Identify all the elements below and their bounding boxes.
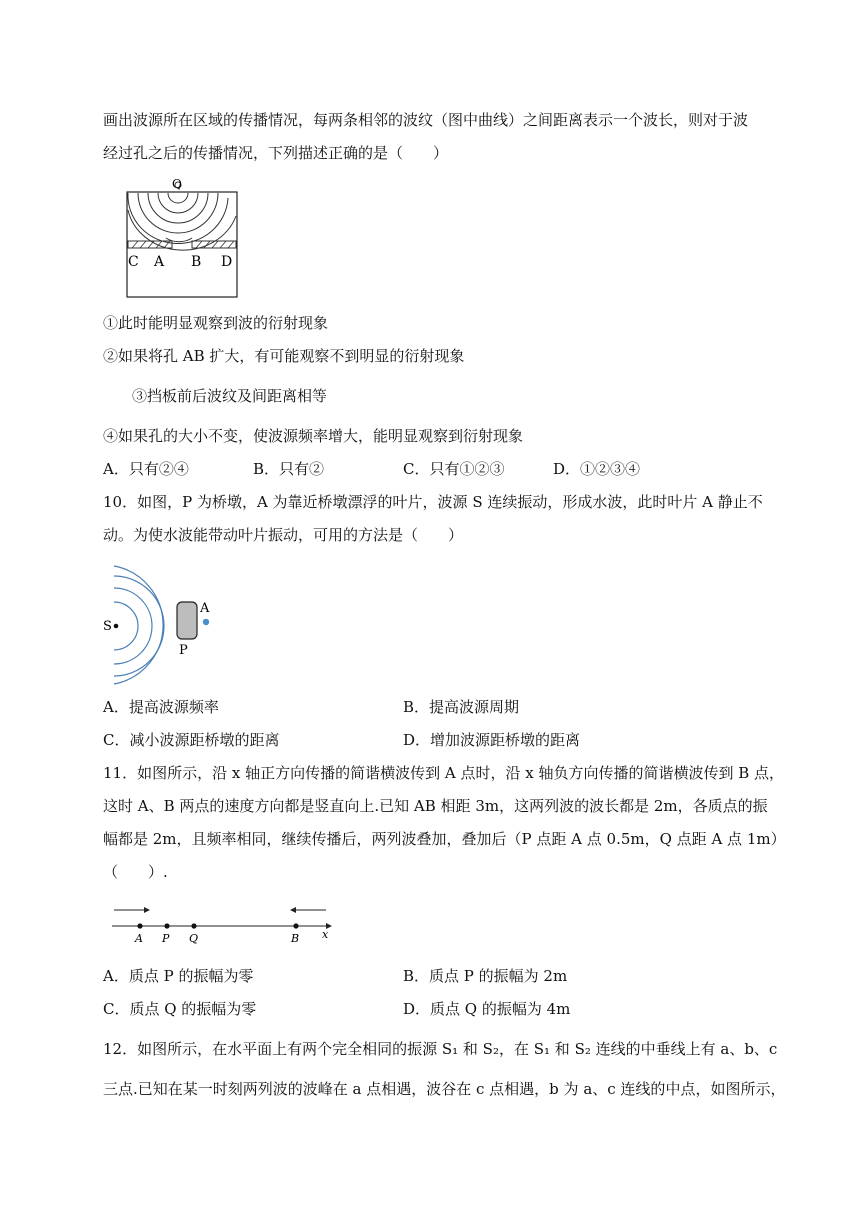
q9-statement-2: ②如果将孔 AB 扩大，有可能观察不到明显的衍射现象 (103, 347, 465, 365)
q10-option-a: A．提高波源频率 (103, 698, 219, 716)
q9-option-d: D．①②③④ (553, 460, 641, 478)
q9-diffraction-figure (126, 176, 238, 300)
q10-text-line1: 10．如图，P 为桥墩，A 为靠近桥墩漂浮的叶片，波源 S 连续振动，形成水波，此时叶片 A 静止不 (103, 493, 763, 511)
q9-text-line2: 经过孔之后的传播情况，下列描述正确的是（ ） (103, 144, 449, 162)
q10-water-wave-figure (100, 564, 220, 684)
q11-label-b: B (291, 932, 300, 945)
q9-statement-1: ①此时能明显观察到波的衍射现象 (103, 314, 329, 332)
q11-option-b: B．质点 P 的振幅为 2m (403, 967, 568, 985)
q10-text-line2: 动。为使水波能带动叶片振动，可用的方法是（ ） (103, 526, 464, 544)
q12-text-line1: 12．如图所示，在水平面上有两个完全相同的振源 S₁ 和 S₂，在 S₁ 和 S₂ 连线的中垂线上有 a、b、c (103, 1040, 778, 1058)
q11-text-line1: 11．如图所示，沿 x 轴正方向传播的简谐横波传到 A 点时，沿 x 轴负方向传播的简谐横波传到 B 点， (103, 764, 785, 782)
q11-text-line2: 这时 A、B 两点的速度方向都是竖直向上.已知 AB 相距 3m，这两列波的波长都是 2m，各质点的振 (103, 797, 768, 815)
q9-label-c: C (128, 254, 139, 270)
q10-label-a: A (200, 601, 210, 616)
q9-option-a: A．只有②④ (103, 460, 189, 478)
q9-statement-4: ④如果孔的大小不变，使波源频率增大，能明显观察到衍射现象 (103, 427, 524, 445)
q11-axis-figure (110, 902, 340, 946)
q10-option-d: D．增加波源距桥墩的距离 (403, 731, 581, 749)
q9-label-d: D (221, 254, 233, 270)
q11-text-line4: （ ）. (103, 863, 168, 881)
q11-label-p: P (162, 932, 170, 945)
q9-option-b: B．只有② (253, 460, 325, 478)
q10-label-p: P (179, 643, 188, 658)
q10-label-s: S (103, 619, 112, 634)
q11-option-c: C．质点 Q 的振幅为零 (103, 1000, 257, 1018)
q9-statement-3: ③挡板前后波纹及间距离相等 (132, 387, 328, 405)
q11-option-a: A．质点 P 的振幅为零 (103, 967, 254, 985)
q11-option-d: D．质点 Q 的振幅为 4m (403, 1000, 571, 1018)
q9-option-c: C．只有①②③ (403, 460, 505, 478)
q10-option-c: C．减小波源距桥墩的距离 (103, 731, 280, 749)
q11-label-a: A (135, 932, 143, 945)
q11-label-q: Q (189, 932, 199, 945)
q11-text-line3: 幅都是 2m，且频率相同，继续传播后，两列波叠加，叠加后（P 点距 A 点 0.5m，Q 点距 A 点 1m） (103, 830, 786, 848)
q10-option-b: B．提高波源周期 (403, 698, 520, 716)
q9-label-b: B (191, 254, 202, 270)
q12-text-line2: 三点.已知在某一时刻两列波的波峰在 a 点相遇，波谷在 c 点相遇，b 为 a、c 连线的中点，如图所示， (103, 1080, 786, 1098)
q9-label-q: Q (172, 177, 182, 191)
q11-label-x: x (322, 928, 329, 941)
q9-label-a: A (154, 254, 165, 270)
q9-text-line1: 画出波源所在区域的传播情况，每两条相邻的波纹（图中曲线）之间距离表示一个波长，则对于波 (103, 111, 749, 129)
